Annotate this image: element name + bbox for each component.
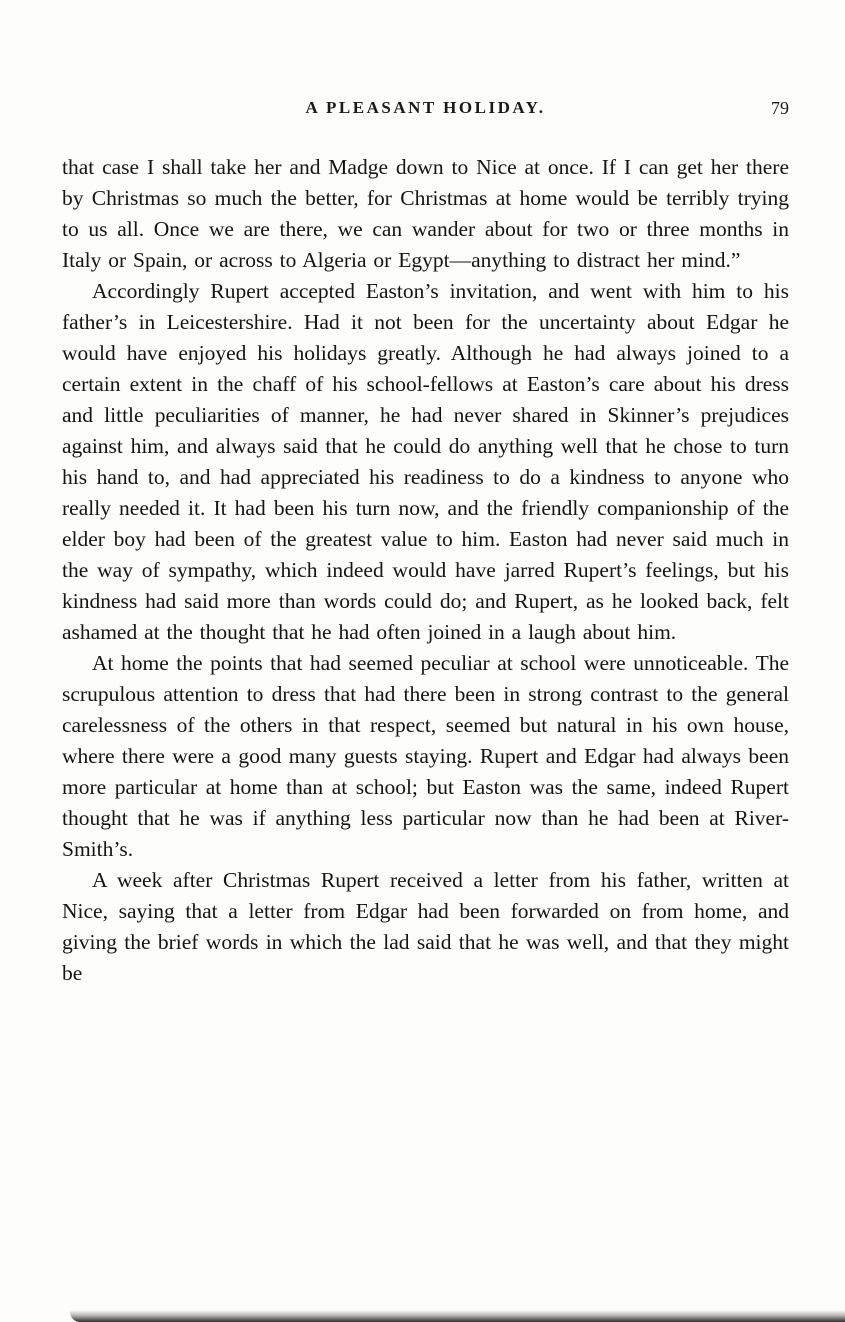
paragraph: Accordingly Rupert accepted Easton’s invitation, and went with him to his father’s in Leicestershire. Had it not been for the uncertainty about Edgar he would have enjoyed his holidays greatly. Although he had always joined to a certain extent in the chaff of his school-fellows at Easton’s care about his dress and little peculiarities of manner, he had never shared in Skinner’s prejudices against him, and always said that he could do anything well that he chose to turn his hand to, and had appreciated his readiness to do a kindness to anyone who really needed it. It had been his turn now, and the friendly companionship of the elder boy had been of the greatest value to him. Easton had never said much in the way of sympathy, which indeed would have jarred Rupert’s feelings, but his kindness had said more than words could do; and Rupert, as he looked back, felt ashamed at the thought that he had often joined in a laugh about him. [62, 279, 789, 644]
page-header [62, 98, 789, 124]
scan-edge-shadow [70, 1310, 845, 1322]
page-body [62, 152, 789, 989]
paragraph: At home the points that had seemed peculiar at school were unnoticeable. The scrupulous attention to dress that had there been in strong contrast to the general carelessness of the others in that respect, seemed but natural in his own house, where there were a good many guests staying. Rupert and Edgar had always been more particular at home than at school; but Easton was the same, indeed Rupert thought that he was if anything less particular now than he had been at River-Smith’s. [62, 651, 789, 861]
running-title: A PLEASANT HOLIDAY. [305, 98, 546, 117]
paragraph-continuation: that case I shall take her and Madge down to Nice at once. If I can get her there by Christmas so much the better, for Christmas at home would be terribly trying to us all. Once we are there, we can wander about for two or three months in Italy or Spain, or across to Algeria or Egypt—anything to distract her mind.” [62, 155, 789, 272]
paragraph: A week after Christmas Rupert received a letter from his father, written at Nice, saying that a letter from Edgar had been forwarded on from home, and giving the brief words in which the lad said that he was well, and that they might be [62, 868, 789, 985]
page-number: 79 [771, 98, 789, 118]
